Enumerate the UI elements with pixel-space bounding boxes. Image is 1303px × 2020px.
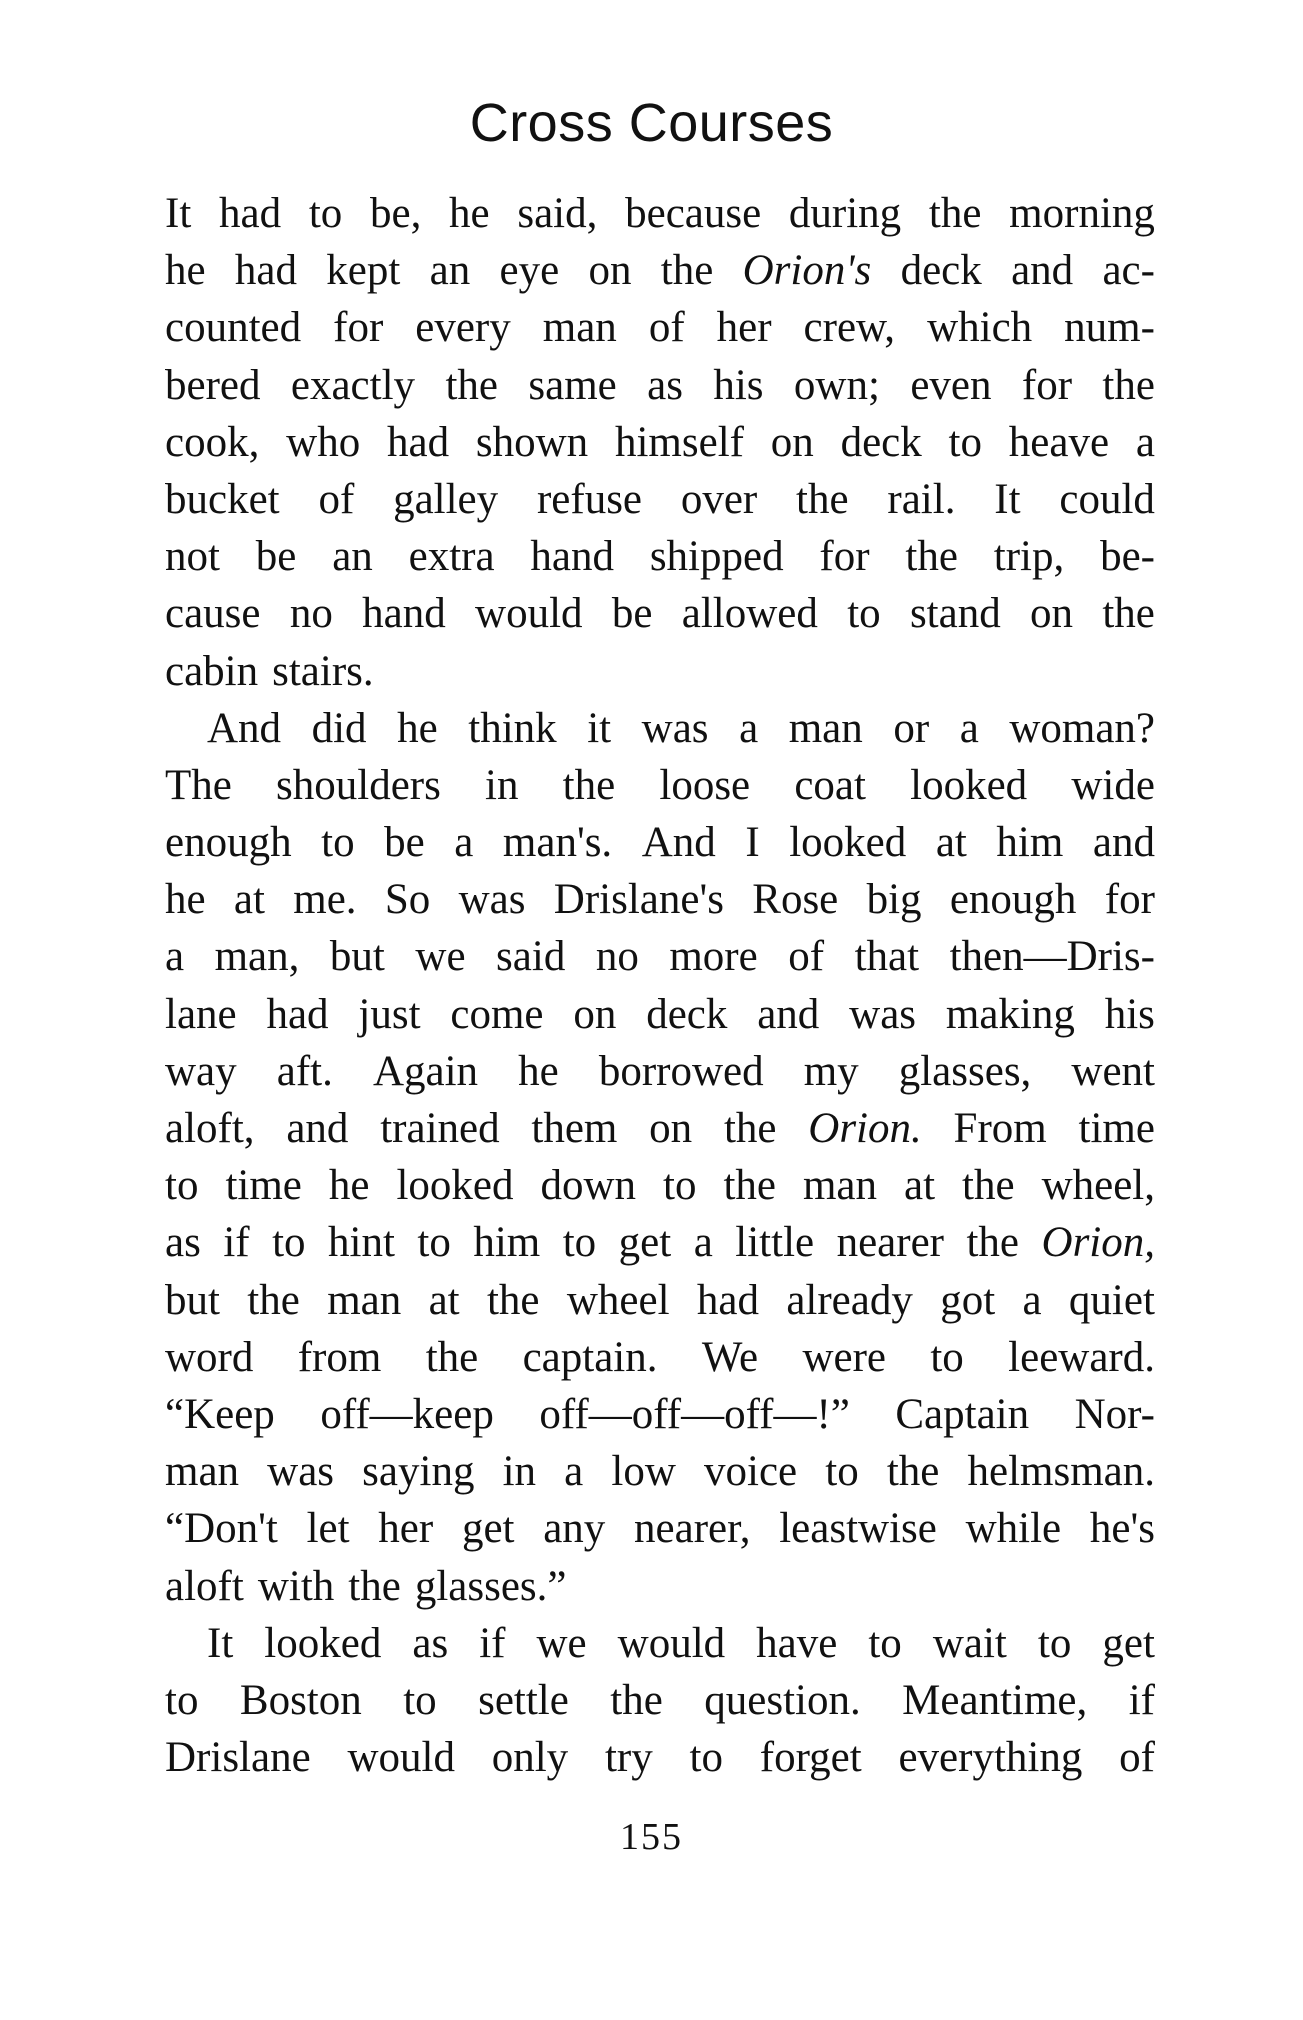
word: in (502, 1448, 537, 1496)
word: Boston (239, 1676, 362, 1724)
word: same (528, 361, 617, 409)
word: her (716, 304, 772, 352)
word: the (962, 1162, 1015, 1210)
word: said, (517, 190, 598, 237)
word: as (647, 361, 683, 409)
word: to (562, 1219, 597, 1267)
word: allowed (681, 590, 818, 638)
word: in (485, 761, 519, 809)
word: we (536, 1619, 587, 1667)
word: was (849, 990, 917, 1038)
word: only (491, 1734, 569, 1782)
word: just (358, 990, 421, 1038)
word: and (286, 1105, 349, 1152)
word: on (770, 418, 814, 466)
word: the (562, 761, 616, 809)
word: the (425, 1333, 479, 1381)
word: stand (909, 590, 1001, 638)
text-line (165, 871, 1155, 928)
word: a (564, 1448, 584, 1496)
word: no (595, 933, 639, 981)
word: from (297, 1333, 382, 1381)
word: shown (475, 418, 589, 466)
word: every (415, 304, 511, 352)
word: the (660, 247, 714, 295)
word: at (935, 819, 967, 867)
word: aloft (165, 1562, 244, 1610)
word: them (531, 1105, 618, 1152)
word: Again (372, 1047, 479, 1095)
word: during (788, 190, 902, 237)
word: to (868, 1619, 902, 1667)
word: the (610, 1676, 663, 1724)
word: Rose (752, 876, 839, 924)
word: It (165, 190, 192, 237)
word: get (461, 1505, 515, 1553)
word: had (266, 990, 329, 1038)
word: the (348, 1562, 401, 1610)
word: to (165, 1162, 199, 1210)
word: cause (165, 590, 261, 638)
text-line (165, 757, 1155, 814)
word: question. (704, 1676, 861, 1724)
word: deck (900, 247, 982, 295)
word: and (1011, 247, 1074, 295)
word: to (403, 1676, 437, 1724)
word: the (966, 1219, 1020, 1267)
text-line (165, 700, 1155, 757)
word: leeward. (1008, 1333, 1155, 1381)
word: forget (759, 1734, 862, 1782)
word: were (802, 1333, 886, 1381)
word: trip, (993, 533, 1065, 581)
word: to (930, 1333, 964, 1381)
word: lane (165, 990, 237, 1038)
word: cabin (165, 647, 259, 695)
text-line (165, 1386, 1155, 1443)
word: himself (614, 418, 744, 466)
word: with (257, 1562, 335, 1610)
word: a (454, 819, 474, 867)
word: could (1059, 475, 1155, 523)
word: had (234, 247, 297, 295)
word: be (255, 533, 297, 581)
word: wait (932, 1619, 1007, 1667)
word: It (994, 475, 1021, 523)
word: hand (530, 533, 614, 581)
word: nearer, (634, 1505, 751, 1553)
word: stairs. (272, 647, 374, 695)
word: eye (499, 247, 560, 295)
word: any (543, 1505, 606, 1553)
word: let (306, 1505, 350, 1553)
word: had (219, 190, 282, 237)
word: deck (646, 990, 728, 1038)
word: Captain (895, 1390, 1030, 1438)
text-line (165, 1672, 1155, 1729)
word: on (588, 247, 632, 295)
word: over (680, 475, 758, 523)
word: but (165, 1276, 220, 1324)
word: think (468, 704, 557, 752)
text-line (165, 528, 1155, 585)
text-line (165, 585, 1155, 642)
word: hint (328, 1219, 395, 1267)
word: get (1102, 1619, 1155, 1667)
word: woman? (1009, 704, 1155, 752)
word: a (959, 704, 979, 752)
word: to (417, 1219, 451, 1267)
word: it (587, 704, 612, 752)
word: a (1135, 418, 1155, 466)
word: to (1037, 1619, 1072, 1667)
word: he's (1089, 1505, 1155, 1553)
word: not (165, 533, 220, 581)
word: own; (793, 361, 880, 409)
word: his (713, 361, 764, 409)
word: more (669, 933, 758, 981)
text-line (165, 1443, 1155, 1500)
word: the (928, 190, 982, 237)
word: got (940, 1276, 996, 1324)
word: had (696, 1276, 759, 1324)
word: Orion's (742, 247, 872, 295)
word: even (910, 361, 992, 409)
word: if (1128, 1676, 1155, 1724)
word: him (996, 819, 1064, 867)
word: down (540, 1162, 637, 1210)
word: a (1022, 1276, 1042, 1324)
word: at (428, 1276, 460, 1324)
word: man (542, 304, 617, 352)
word: low (611, 1448, 676, 1496)
word: quiet (1068, 1276, 1155, 1324)
word: at (904, 1162, 936, 1210)
word: of (1119, 1734, 1155, 1782)
word: voice (704, 1448, 798, 1496)
word: the (886, 1448, 940, 1496)
word: captain. (522, 1333, 658, 1381)
word: little (735, 1219, 815, 1267)
word: me. (293, 876, 357, 924)
word: no (289, 590, 333, 638)
word: come (450, 990, 544, 1038)
word: man (165, 1448, 240, 1496)
word: did (311, 704, 367, 752)
word: we (415, 933, 466, 981)
word: but (329, 933, 385, 981)
word: to (847, 590, 881, 638)
word: aloft, (165, 1105, 255, 1152)
word: making (945, 990, 1075, 1038)
word: refuse (536, 475, 643, 523)
text-line (165, 928, 1155, 985)
word: The (165, 761, 232, 809)
word: as (165, 1219, 201, 1267)
word: of (788, 933, 825, 981)
word: was (267, 1448, 335, 1496)
word: the (723, 1105, 777, 1152)
word: man's. (502, 819, 613, 867)
word: the (486, 1276, 540, 1324)
word: time (1078, 1105, 1155, 1152)
word: the (1102, 590, 1155, 638)
word: From (953, 1105, 1047, 1152)
word: and (1092, 819, 1155, 867)
word: who (286, 418, 361, 466)
word: crew, (803, 304, 896, 352)
word: man (327, 1276, 402, 1324)
text-line (165, 1100, 1155, 1157)
word: the (905, 533, 958, 581)
text-line (165, 1157, 1155, 1214)
word: was (641, 704, 709, 752)
word: that (854, 933, 920, 981)
word: morning (1009, 190, 1155, 237)
word: went (1071, 1047, 1155, 1095)
word: bucket (165, 475, 280, 523)
word: Nor- (1074, 1390, 1155, 1438)
word: num- (1064, 304, 1155, 352)
word: everything (898, 1734, 1083, 1782)
word: the (445, 361, 498, 409)
word: So (384, 876, 431, 924)
word: Meantime, (902, 1676, 1088, 1724)
word: It (207, 1619, 234, 1667)
word: he (397, 704, 438, 752)
word: deck (840, 418, 922, 466)
word: the (723, 1162, 776, 1210)
word: ac- (1102, 247, 1155, 295)
word: We (701, 1333, 759, 1381)
word: have (756, 1619, 838, 1667)
word: time (225, 1162, 302, 1210)
word: I (745, 819, 760, 867)
word: Orion, (1041, 1219, 1155, 1267)
word: wheel (566, 1276, 670, 1324)
word: glasses.” (414, 1562, 567, 1610)
word: nearer (836, 1219, 944, 1267)
word: would (347, 1734, 455, 1782)
word: of (648, 304, 685, 352)
word: be- (1100, 533, 1155, 581)
word: way (165, 1047, 237, 1095)
word: looked (396, 1162, 514, 1210)
word: a (693, 1219, 713, 1267)
body-text (165, 185, 1155, 1786)
word: while (965, 1505, 1062, 1553)
word: for (1021, 361, 1073, 409)
text-line (165, 1272, 1155, 1329)
text-line (165, 185, 1155, 242)
word: man (788, 704, 863, 752)
text-line (165, 643, 1155, 700)
text-line (165, 1615, 1155, 1672)
word: hand (362, 590, 446, 638)
word: And (207, 704, 282, 752)
word: “Don't (165, 1505, 278, 1553)
word: was (458, 876, 526, 924)
word: big (866, 876, 922, 924)
word: enough (949, 876, 1077, 924)
word: helmsman. (967, 1448, 1155, 1496)
word: enough (165, 819, 292, 867)
word: wheel, (1041, 1162, 1155, 1210)
word: man (802, 1162, 878, 1210)
text-line (165, 1043, 1155, 1100)
word: man, (214, 933, 300, 981)
word: to (308, 190, 343, 237)
word: or (893, 704, 930, 752)
word: because (625, 190, 762, 237)
word: And (641, 819, 716, 867)
word: the (1102, 361, 1155, 409)
word: on (1030, 590, 1074, 638)
text-line (165, 1500, 1155, 1557)
word: on (573, 990, 617, 1038)
word: be (611, 590, 653, 638)
word: for (819, 533, 870, 581)
word: to (663, 1162, 697, 1210)
word: aft. (276, 1047, 333, 1095)
word: Drislane (165, 1734, 311, 1782)
word: said (496, 933, 566, 981)
word: word (165, 1333, 254, 1381)
word: settle (478, 1676, 569, 1724)
word: her (378, 1505, 434, 1553)
word: cook, (165, 418, 260, 466)
word: saying (362, 1448, 475, 1496)
word: had (387, 418, 450, 466)
word: to (948, 418, 982, 466)
text-line (165, 299, 1155, 356)
word: his (1104, 990, 1155, 1038)
word: for (333, 304, 384, 352)
word: he (328, 1162, 370, 1210)
word: he (165, 876, 206, 924)
word: he (518, 1047, 559, 1095)
word: kept (326, 247, 401, 295)
word: counted (165, 304, 302, 352)
word: galley (393, 475, 499, 523)
word: to (272, 1219, 306, 1267)
word: extra (408, 533, 495, 581)
word: would (475, 590, 583, 638)
word: an (429, 247, 471, 295)
word: looked (910, 761, 1028, 809)
word: rail. (887, 475, 956, 523)
word: exactly (290, 361, 416, 409)
word: my (803, 1047, 859, 1095)
word: then—Dris- (949, 933, 1155, 981)
word: coat (794, 761, 866, 809)
text-line (165, 1558, 1155, 1615)
word: trained (380, 1105, 500, 1152)
word: on (649, 1105, 693, 1152)
word: to (165, 1676, 199, 1724)
running-head: Cross Courses (469, 93, 834, 153)
word: get (618, 1219, 672, 1267)
word: leastwise (779, 1505, 937, 1553)
word: he (449, 190, 490, 237)
text-line (165, 242, 1155, 299)
word: try (604, 1734, 653, 1782)
word: which (927, 304, 1033, 352)
word: off—keep (320, 1390, 494, 1438)
text-line (165, 357, 1155, 414)
word: loose (659, 761, 751, 809)
word: already (786, 1276, 913, 1324)
word: shipped (649, 533, 784, 581)
word: be, (369, 190, 422, 237)
word: to (321, 819, 355, 867)
word: off—off—off—!” (539, 1390, 850, 1438)
text-line (165, 1329, 1155, 1386)
word: if (223, 1219, 250, 1267)
word: Orion. (808, 1105, 922, 1152)
word: and (757, 990, 820, 1038)
text-line (165, 1214, 1155, 1271)
word: bered (165, 361, 261, 409)
word: heave (1008, 418, 1110, 466)
word: the (247, 1276, 300, 1324)
word: at (233, 876, 265, 924)
word: glasses, (898, 1047, 1032, 1095)
text-line (165, 814, 1155, 871)
text-line (165, 986, 1155, 1043)
word: “Keep (165, 1390, 275, 1438)
word: looked (789, 819, 907, 867)
word: the (796, 475, 849, 523)
word: for (1104, 876, 1155, 924)
word: wide (1071, 761, 1155, 809)
page-number: 155 (620, 1816, 683, 1858)
text-line (165, 414, 1155, 471)
word: be (384, 819, 425, 867)
text-line (165, 471, 1155, 528)
word: would (617, 1619, 726, 1667)
word: borrowed (598, 1047, 764, 1095)
word: a (165, 933, 185, 981)
word: shoulders (276, 761, 441, 809)
word: of (318, 475, 355, 523)
word: he (165, 247, 206, 295)
word: a (739, 704, 759, 752)
word: looked (264, 1619, 382, 1667)
word: him (473, 1219, 541, 1267)
word: as (412, 1619, 449, 1667)
word: Drislane's (553, 876, 724, 924)
word: an (332, 533, 373, 581)
text-line (165, 1729, 1155, 1786)
word: to (689, 1734, 723, 1782)
word: to (825, 1448, 859, 1496)
word: if (479, 1619, 506, 1667)
